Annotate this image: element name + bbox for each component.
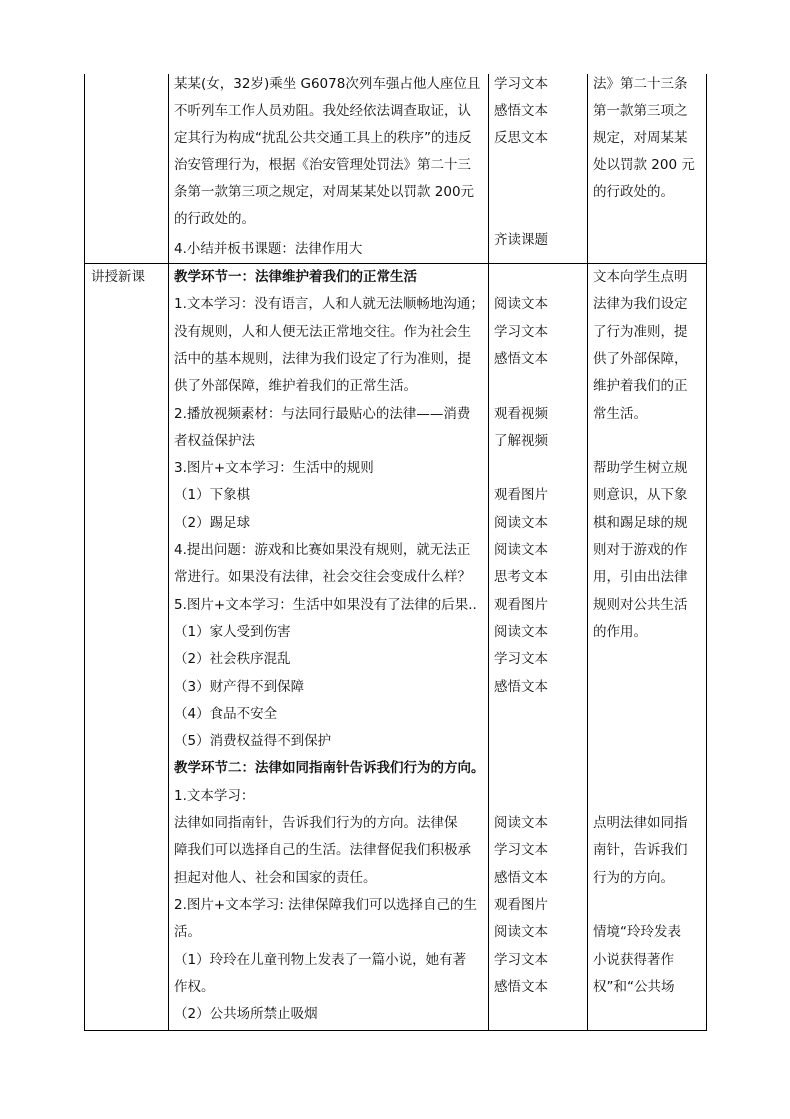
table-border-right — [706, 74, 707, 1030]
intent-line: 文本向学生点明 — [593, 269, 688, 285]
intent-line: 行为的方向。 — [593, 869, 674, 886]
content-line: 教学环节一：法律维护着我们的正常生活 — [174, 269, 417, 285]
content-line: 障我们可以选择自己的生活。法律督促我们积极承 — [174, 842, 471, 859]
content-line: （1）家人受到伤害 — [174, 623, 291, 640]
intent-line: 常生活。 — [593, 405, 647, 422]
content-line: 5.图片+文本学习：生活中如果没有了法律的后果.. — [174, 596, 477, 613]
intent-line: 规定，对周某某 — [593, 130, 688, 146]
content-line: （2）踢足球 — [174, 514, 251, 531]
content-line: 活。 — [174, 924, 201, 941]
activity-line: 感悟文本 — [494, 678, 548, 695]
content-line: （1）玲玲在儿童刊物上发表了一篇小说，她有著 — [174, 951, 467, 968]
activity-line: 阅读文本 — [494, 296, 548, 313]
activity-line: 阅读文本 — [494, 542, 548, 558]
activity-line: 了解视频 — [494, 432, 548, 449]
activity-line: 感悟文本 — [494, 869, 548, 886]
intent-line: 帮助学生树立规 — [593, 460, 688, 477]
activity-line: 反思文本 — [494, 130, 548, 146]
intent-line: 权”和“公共场 — [593, 978, 675, 995]
activity-line: 观看图片 — [494, 596, 548, 613]
activity-line: 观看视频 — [494, 405, 548, 422]
content-line: 4.小结并板书课题：法律作用大 — [174, 241, 363, 257]
intent-line: 南针，告诉我们 — [593, 842, 688, 859]
content-line: （2）公共场所禁止吸烟 — [174, 1006, 318, 1023]
intent-line: 供了外部保障， — [593, 350, 688, 367]
content-line: 某某(女，32岁)乘坐 G6078次列车强占他人座位且 — [174, 76, 481, 92]
intent-line: 法律为我们设定 — [593, 296, 688, 313]
content-line: 教学环节二：法律如同指南针告诉我们行为的方向。 — [174, 760, 485, 777]
content-line: （2）社会秩序混乱 — [174, 651, 291, 668]
intent-line: 点明法律如同指 — [593, 815, 688, 831]
content-line: 法律如同指南针，告诉我们行为的方向。法律保 — [174, 815, 458, 831]
activity-line: 阅读文本 — [494, 514, 548, 531]
intent-line: 用，引由出法律 — [593, 569, 688, 586]
activity-line: 观看图片 — [494, 487, 548, 504]
content-line: 不听列车工作人员劝阻。我处经依法调查取证，认 — [174, 103, 471, 119]
intent-line: 的作用。 — [593, 623, 647, 640]
content-line: 常进行。如果没有法律，社会交往会变成什么样？ — [174, 569, 471, 586]
activity-line: 感悟文本 — [494, 978, 548, 995]
intent-line: 情境“玲玲发表 — [593, 924, 681, 941]
intent-line: 法》第二十三条 — [593, 76, 688, 92]
intent-line: 维护着我们的正 — [593, 378, 688, 395]
table-border-bottom — [84, 1030, 707, 1031]
activity-line: 学习文本 — [494, 842, 548, 859]
row-label: 讲授新课 — [91, 269, 145, 285]
content-line: 1.文本学习：没有语言，人和人就无法顺畅地沟通； — [174, 296, 484, 313]
intent-line: 棋和踢足球的规 — [593, 514, 688, 531]
activity-line: 感悟文本 — [494, 103, 548, 119]
content-line: 2.图片+文本学习: 法律保障我们可以选择自己的生 — [174, 896, 478, 913]
content-line: 治安管理行为，根据《治安管理处罚法》第二十三 — [174, 157, 471, 173]
intent-line: 则意识，从下象 — [593, 487, 688, 504]
table-border-left — [84, 74, 85, 1030]
content-line: 定其行为构成“扰乱公共交通工具上的秩序”的违反 — [174, 130, 472, 146]
content-line: 3.图片+文本学习：生活中的规则 — [174, 460, 374, 477]
activity-line: 感悟文本 — [494, 350, 548, 367]
content-line: （1）下象棋 — [174, 487, 251, 504]
intent-line: 处以罚款 200 元 — [593, 157, 695, 173]
activity-line: 观看图片 — [494, 896, 548, 913]
activity-line: 思考文本 — [494, 569, 548, 586]
table-border-col3 — [587, 74, 588, 1030]
content-line: （5）消费权益得不到保护 — [174, 733, 332, 750]
activity-line: 齐读课题 — [494, 232, 548, 248]
intent-line: 则对于游戏的作 — [593, 542, 688, 558]
content-line: 1.文本学习： — [174, 787, 255, 804]
intent-line: 小说获得著作 — [593, 951, 674, 968]
activity-line: 阅读文本 — [494, 924, 548, 941]
table-border-col1 — [168, 74, 169, 1030]
intent-line: 的行政处的。 — [593, 184, 674, 200]
content-line: 作权。 — [174, 978, 215, 995]
activity-line: 学习文本 — [494, 951, 548, 968]
content-line: 4.提出问题：游戏和比赛如果没有规则，就无法正 — [174, 542, 471, 558]
activity-line: 阅读文本 — [494, 815, 548, 831]
activity-line: 学习文本 — [494, 323, 548, 340]
content-line: （4）食品不安全 — [174, 705, 278, 722]
content-line: 担起对他人、社会和国家的责任。 — [174, 869, 377, 886]
content-line: 者权益保护法 — [174, 432, 255, 449]
activity-line: 学习文本 — [494, 651, 548, 668]
intent-line: 规则对公共生活 — [593, 596, 688, 613]
activity-line: 阅读文本 — [494, 623, 548, 640]
table-border-col2 — [488, 74, 489, 1030]
activity-line: 学习文本 — [494, 76, 548, 92]
content-line: （3）财产得不到保障 — [174, 678, 305, 695]
intent-line: 第一款第三项之 — [593, 103, 688, 119]
content-line: 的行政处的。 — [174, 211, 255, 227]
content-line: 活中的基本规则，法律为我们设定了行为准则，提 — [174, 350, 471, 367]
intent-line: 了行为准则，提 — [593, 323, 688, 340]
content-line: 供了外部保障，维护着我们的正常生活。 — [174, 378, 417, 395]
content-line: 条第一款第三项之规定，对周某某处以罚款 200元 — [174, 184, 475, 200]
content-line: 没有规则，人和人便无法正常地交往。作为社会生 — [174, 323, 471, 340]
content-line: 2.播放视频素材：与法同行最贴心的法律——消费 — [174, 405, 471, 422]
